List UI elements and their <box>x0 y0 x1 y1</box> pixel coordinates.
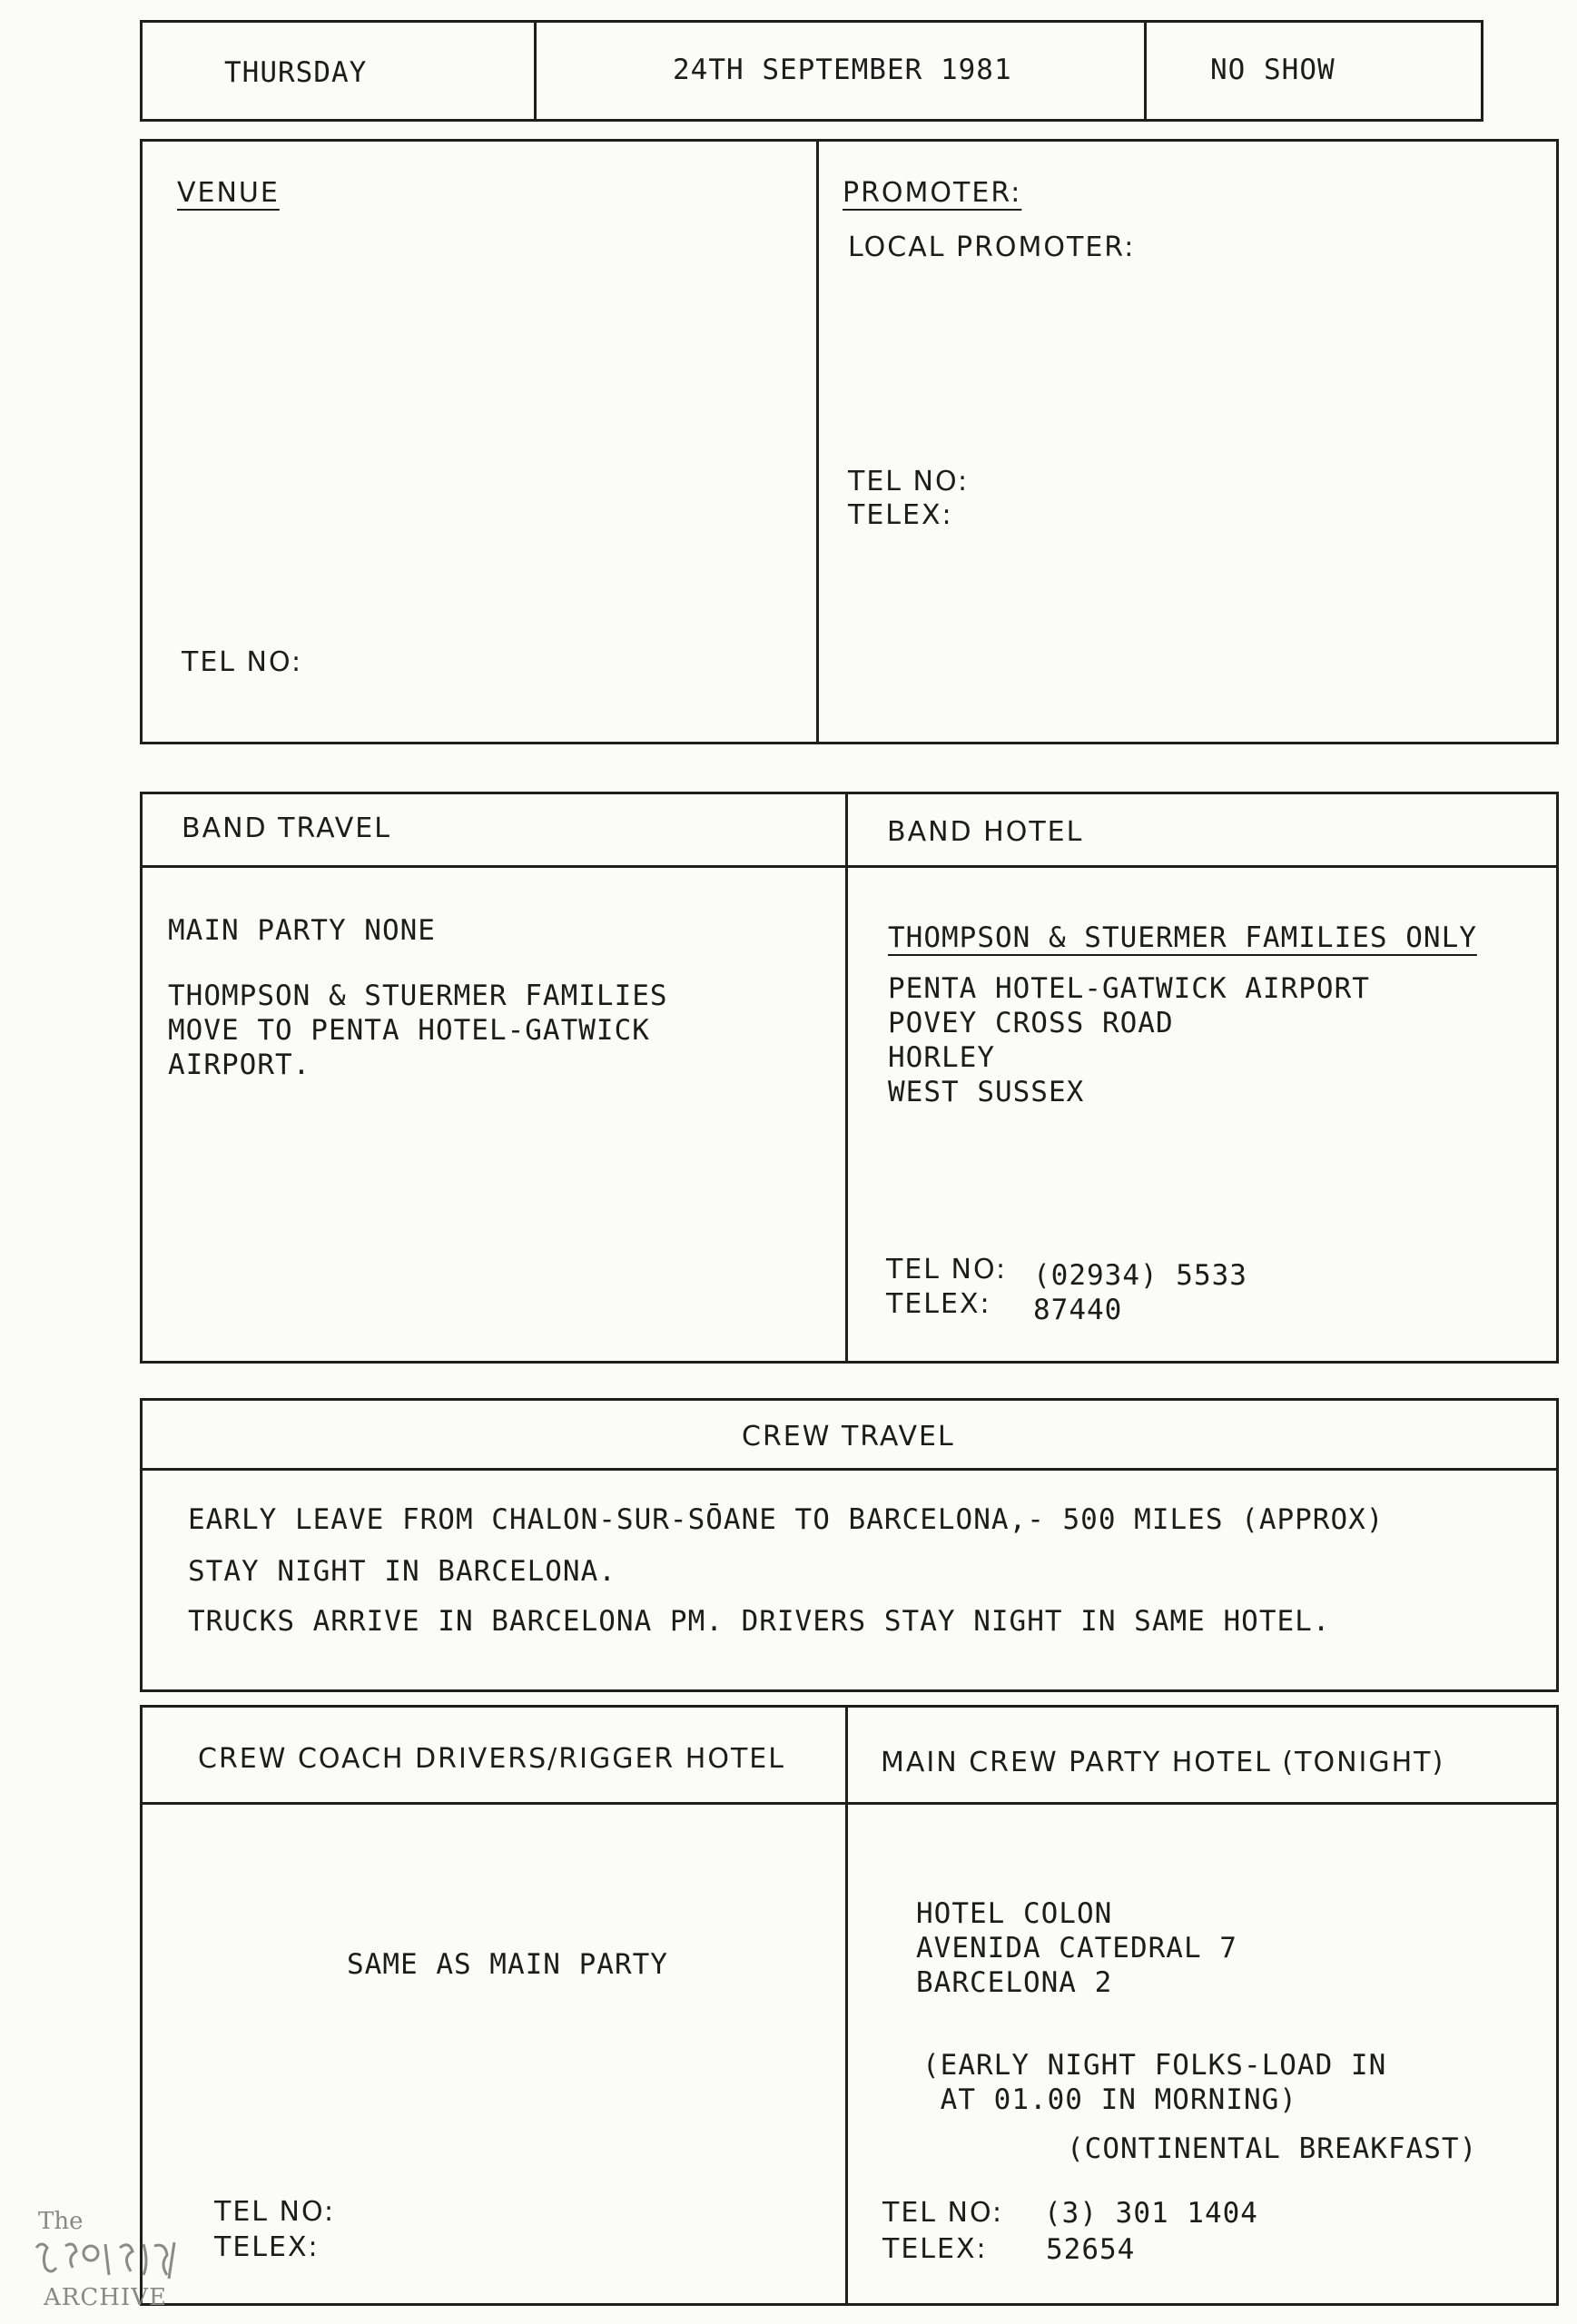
status-label: NO SHOW <box>1210 54 1336 86</box>
promoter-telex-label: TELEX: <box>848 499 953 531</box>
section-divider <box>816 139 819 744</box>
main-crew-telex-label: TELEX: <box>882 2233 988 2265</box>
promoter-tel-label: TEL NO: <box>848 466 970 497</box>
promoter-heading: PROMOTER: <box>843 177 1022 209</box>
archive-logo-text: ARCHIVE <box>44 2284 167 2311</box>
section-divider <box>845 792 848 1364</box>
header-divider <box>1144 20 1147 122</box>
section-header-rule <box>140 865 1559 868</box>
band-travel-heading: BAND TRAVEL <box>182 812 391 844</box>
venue-tel-label: TEL NO: <box>182 646 303 678</box>
archive-logo <box>18 2197 200 2315</box>
day-label: THURSDAY <box>224 56 368 89</box>
date-label: 24TH SEPTEMBER 1981 <box>673 54 1012 86</box>
band-hotel-address: PENTA HOTEL-GATWICK AIRPORT POVEY CROSS ROAD HORLEY WEST SUSSEX <box>888 972 1370 1108</box>
crew-travel-heading: CREW TRAVEL <box>742 1421 955 1452</box>
band-hotel-heading: BAND HOTEL <box>887 816 1084 848</box>
main-crew-hotel-breakfast: (CONTINENTAL BREAKFAST) <box>1067 2132 1478 2165</box>
crew-travel-line1: EARLY LEAVE FROM CHALON-SUR-SŌANE TO BARCELONA,- 500 MILES (APPROX) <box>188 1503 1385 1536</box>
crew-coach-hotel-body: SAME AS MAIN PARTY <box>347 1948 668 1981</box>
band-hotel-tel-label: TEL NO: <box>886 1254 1008 1285</box>
venue-promoter-section <box>140 139 1559 744</box>
main-crew-hotel-note: (EARLY NIGHT FOLKS-LOAD IN AT 01.00 IN MORNING) <box>922 2049 1387 2116</box>
main-crew-hotel-heading: MAIN CREW PARTY HOTEL (TONIGHT) <box>881 1747 1445 1778</box>
section-divider <box>845 1705 848 2306</box>
local-promoter-label: LOCAL PROMOTER: <box>848 231 1136 263</box>
crew-hotel-section <box>140 1705 1559 2306</box>
crew-coach-hotel-heading: CREW COACH DRIVERS/RIGGER HOTEL <box>198 1743 785 1775</box>
band-travel-families: THOMPSON & STUERMER FAMILIES MOVE TO PENTA HOTEL-GATWICK AIRPORT. <box>168 980 668 1081</box>
band-travel-main-party: MAIN PARTY NONE <box>168 914 436 947</box>
band-hotel-telex-value: 87440 <box>1033 1294 1123 1326</box>
crew-travel-line3: TRUCKS ARRIVE IN BARCELONA PM. DRIVERS STAY NIGHT IN SAME HOTEL. <box>188 1605 1331 1638</box>
venue-heading: VENUE <box>177 177 280 209</box>
main-crew-tel-value: (3) 301 1404 <box>1044 2197 1258 2230</box>
band-hotel-tel-value: (02934) 5533 <box>1033 1259 1247 1292</box>
crew-coach-tel-label: TEL NO: <box>214 2196 336 2228</box>
main-crew-hotel-address: HOTEL COLON AVENIDA CATEDRAL 7 BARCELONA 2 <box>916 1897 1237 1999</box>
main-crew-tel-label: TEL NO: <box>882 2197 1004 2229</box>
header-divider <box>534 20 537 122</box>
band-hotel-telex-label: TELEX: <box>886 1288 991 1320</box>
crew-travel-line2: STAY NIGHT IN BARCELONA. <box>188 1555 616 1588</box>
main-crew-telex-value: 52654 <box>1046 2233 1136 2266</box>
section-header-rule <box>140 1802 1559 1805</box>
crew-coach-telex-label: TELEX: <box>214 2231 320 2263</box>
band-hotel-subheading: THOMPSON & STUERMER FAMILIES ONLY <box>888 921 1477 954</box>
section-header-rule <box>140 1468 1559 1471</box>
archive-logo-the: The <box>38 2208 84 2235</box>
